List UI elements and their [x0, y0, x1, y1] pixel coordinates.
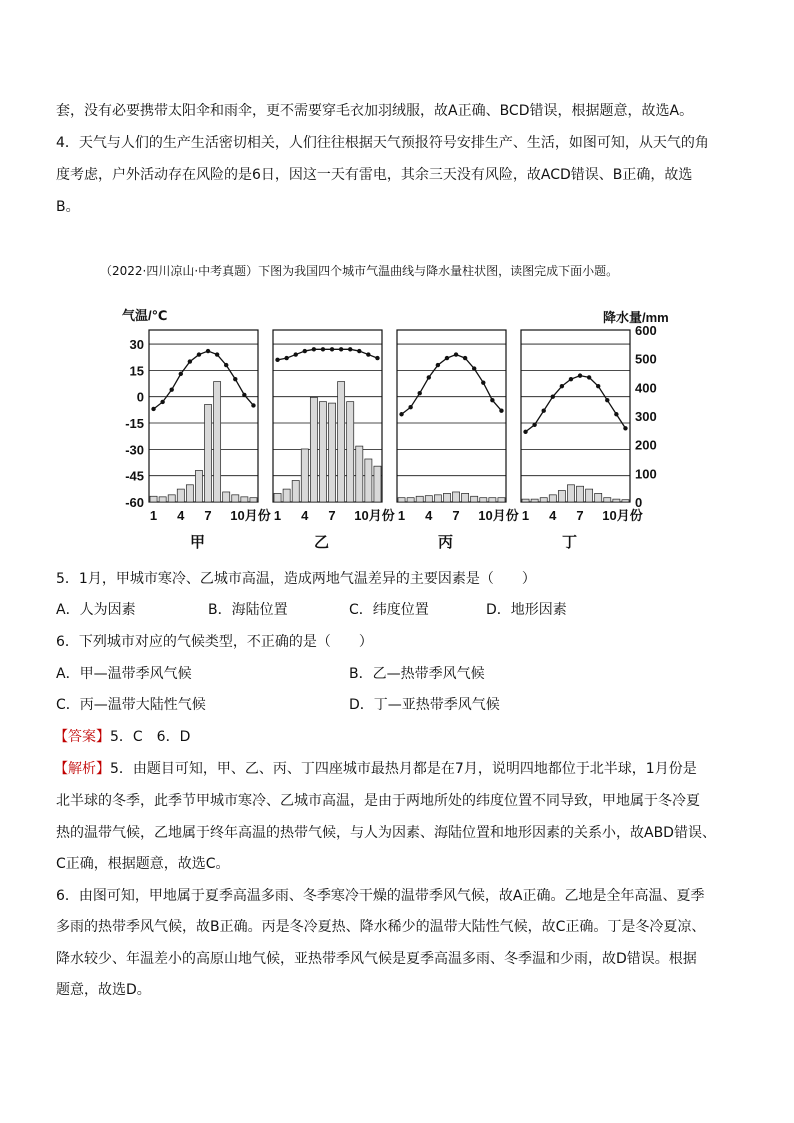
- precip-tick-label: 500: [635, 351, 657, 367]
- temp-point: [445, 356, 449, 360]
- question-intro: （2022·四川凉山·中考真题）下图为我国四个城市气温曲线与降水量柱状图，读图完成下面小题。: [100, 264, 619, 278]
- temp-point: [427, 375, 431, 379]
- temp-point: [151, 407, 155, 411]
- month-tick-label: 1: [273, 508, 282, 523]
- precip-bar: [159, 497, 166, 502]
- temp-point: [284, 356, 288, 360]
- precip-bar: [168, 495, 175, 502]
- temp-point: [339, 347, 343, 351]
- right-axis-label: 降水量/mm: [603, 310, 669, 325]
- precip-bar: [558, 491, 565, 502]
- precip-bar: [416, 496, 423, 502]
- precip-bar: [365, 459, 372, 502]
- precip-bar: [292, 481, 299, 503]
- temp-point: [303, 349, 307, 353]
- precip-bar: [232, 495, 239, 502]
- answer-text: 5．C 6．D: [110, 729, 191, 745]
- temp-point: [251, 403, 255, 407]
- q5-option-b: B．海陆位置: [208, 602, 288, 618]
- analysis-line-2: 北半球的冬季，此季节甲城市寒冷、乙城市高温，是由于两地所处的纬度位置不同导致，甲地属于冬冷夏: [56, 793, 700, 809]
- precip-bar: [453, 492, 460, 502]
- precip-bar: [310, 397, 317, 502]
- analysis-line-6: 多雨的热带季风气候，故B正确。丙是冬冷夏热、降水稀少的温带大陆性气候，故C正确。丁是冬冷夏凉、: [56, 919, 706, 935]
- temp-point: [463, 356, 467, 360]
- city-name-label: 乙: [313, 534, 330, 551]
- month-tick-label: 10月份: [354, 508, 395, 523]
- temp-point: [542, 409, 546, 413]
- city-name-label: 丁: [561, 534, 578, 551]
- analysis-line-4: C正确，根据题意，故选C。: [56, 856, 230, 872]
- temp-point: [375, 356, 379, 360]
- q5-option-c: C．纬度位置: [349, 602, 429, 618]
- temp-point: [321, 347, 325, 351]
- precip-bar: [274, 493, 281, 502]
- q3-tail-line: 套，没有必要携带太阳伞和雨伞，更不需要穿毛衣加羽绒服，故A正确、BCD错误，根据题意，故选A。: [56, 103, 694, 119]
- temp-point: [569, 377, 573, 381]
- precip-bar: [195, 470, 202, 502]
- temp-point: [481, 380, 485, 384]
- precip-tick-label: 300: [635, 409, 657, 424]
- precip-bar: [425, 496, 432, 502]
- precip-bar: [443, 493, 450, 502]
- temp-point: [294, 352, 298, 356]
- temp-point: [215, 352, 219, 356]
- month-tick-label: 4: [301, 508, 309, 523]
- precip-bar: [489, 498, 496, 502]
- temp-point: [418, 391, 422, 395]
- q5-option-d: D．地形因素: [486, 602, 567, 618]
- answer-label: 【答案】: [54, 729, 110, 745]
- precip-bar: [205, 405, 212, 502]
- temp-point: [242, 393, 246, 397]
- temp-point: [366, 352, 370, 356]
- temp-point: [623, 426, 627, 430]
- city-name-label: 丙: [437, 534, 454, 551]
- precip-bar: [540, 498, 547, 502]
- precip-bar: [319, 402, 326, 502]
- precip-bar: [374, 466, 381, 502]
- q5-option-a: A．人为因素: [56, 602, 136, 618]
- temp-point: [614, 412, 618, 416]
- precip-bar: [549, 495, 556, 502]
- precip-bar: [595, 493, 602, 502]
- precip-bar: [356, 446, 363, 502]
- temp-tick-label: 0: [136, 389, 144, 405]
- month-tick-label: 7: [328, 508, 336, 523]
- precip-bar: [604, 498, 611, 502]
- precip-tick-label: 200: [635, 437, 657, 453]
- precip-bar: [150, 496, 157, 502]
- temp-point: [578, 373, 582, 377]
- temp-point: [560, 384, 564, 388]
- panel-frame: [149, 330, 258, 502]
- precip-bar: [462, 493, 469, 502]
- q4-line-3: B。: [56, 199, 80, 215]
- month-tick-label: 7: [204, 508, 212, 523]
- precip-tick-label: 400: [635, 380, 657, 396]
- precip-bar: [241, 497, 248, 502]
- precip-bar: [329, 403, 336, 502]
- temp-point: [551, 394, 555, 398]
- month-tick-label: 1: [521, 508, 530, 523]
- temp-point: [188, 359, 192, 363]
- q6-stem: 6．下列城市对应的气候类型，不正确的是（ ）: [56, 634, 373, 650]
- precip-bar: [301, 449, 308, 502]
- analysis-label: 【解析】: [54, 761, 110, 777]
- analysis-line-7: 降水较少、年温差小的高原山地气候，亚热带季风气候是夏季高温多雨、冬季温和少雨，故D错误。根据: [56, 951, 697, 967]
- temp-point: [532, 423, 536, 427]
- month-tick-label: 10月份: [230, 508, 271, 523]
- answer-line: [54, 727, 190, 747]
- left-axis-label: 气温/℃: [122, 308, 168, 323]
- month-tick-label: 4: [425, 508, 433, 523]
- q4-line-1: 4．天气与人们的生产生活密切相关，人们往往根据天气预报符号安排生产、生活，如图可知，从天气的角: [56, 135, 709, 151]
- temp-point: [160, 400, 164, 404]
- precip-bar: [214, 382, 221, 502]
- temp-point: [490, 398, 494, 402]
- temp-point: [399, 412, 403, 416]
- q6-option-a: A．甲—温带季风气候: [56, 666, 192, 682]
- precip-bar: [177, 489, 184, 502]
- temp-point: [499, 409, 503, 413]
- temp-tick-label: 15: [129, 363, 144, 379]
- precip-bar: [498, 498, 505, 502]
- precip-bar: [522, 499, 529, 502]
- temp-point: [170, 387, 174, 391]
- temp-point: [605, 398, 609, 402]
- precip-bar: [622, 500, 629, 502]
- precip-bar: [471, 496, 478, 502]
- month-tick-label: 10月份: [478, 508, 519, 523]
- climate-chart: [100, 300, 690, 560]
- panel-frame: [521, 330, 630, 502]
- temp-tick-label: -30: [125, 442, 144, 458]
- precip-bar: [347, 402, 354, 502]
- temp-point: [357, 349, 361, 353]
- temp-point: [197, 352, 201, 356]
- temp-point: [206, 349, 210, 353]
- precip-tick-label: 0: [635, 495, 643, 510]
- month-tick-label: 7: [576, 508, 584, 523]
- q4-line-2: 度考虑，户外活动存在风险的是6日，因这一天有雷电，其余三天没有风险，故ACD错误、B正确，故选: [56, 167, 693, 183]
- month-tick-label: 4: [549, 508, 557, 523]
- analysis-line-8: 题意，故选D。: [56, 982, 151, 998]
- month-tick-label: 1: [149, 508, 158, 523]
- temp-point: [330, 347, 334, 351]
- temp-tick-label: -60: [125, 495, 144, 510]
- precip-bar: [283, 489, 290, 502]
- temp-point: [408, 405, 412, 409]
- q6-option-c: C．丙—温带大陆性气候: [56, 697, 206, 713]
- temp-point: [312, 347, 316, 351]
- precip-bar: [407, 498, 414, 502]
- analysis-text-1: 5．由题目可知，甲、乙、丙、丁四座城市最热月都是在7月，说明四地都位于北半球，1月份是: [110, 761, 697, 777]
- month-tick-label: 4: [177, 508, 185, 523]
- precip-tick-label: 100: [635, 466, 657, 482]
- analysis-line-1: [54, 759, 697, 779]
- temp-tick-label: -45: [125, 468, 144, 484]
- temp-point: [523, 430, 527, 434]
- precip-bar: [531, 499, 538, 502]
- temp-point: [224, 363, 228, 367]
- temp-point: [233, 377, 237, 381]
- temp-point: [348, 347, 352, 351]
- q6-option-d: D．丁—亚热带季风气候: [349, 697, 500, 713]
- precip-bar: [567, 485, 574, 502]
- q6-option-b: B．乙—热带季风气候: [349, 666, 485, 682]
- temp-tick-label: 30: [129, 337, 144, 353]
- month-tick-label: 10月份: [602, 508, 643, 523]
- precip-bar: [398, 498, 405, 502]
- analysis-line-3: 热的温带气候，乙地属于终年高温的热带气候，与人为因素、海陆位置和地形因素的关系小，故ABD错误、: [56, 825, 716, 841]
- temp-point: [587, 375, 591, 379]
- precip-bar: [586, 489, 593, 502]
- precip-bar: [577, 486, 584, 502]
- precip-bar: [186, 485, 193, 502]
- temp-point: [275, 358, 279, 362]
- precip-bar: [613, 499, 620, 502]
- temp-point: [179, 372, 183, 376]
- analysis-line-5: 6．由图可知，甲地属于夏季高温多雨、冬季寒冷干燥的温带季风气候，故A正确。乙地是全年高温、夏季: [56, 888, 705, 904]
- precip-bar: [223, 492, 230, 502]
- month-tick-label: 7: [452, 508, 460, 523]
- temp-point: [454, 352, 458, 356]
- q5-stem: 5．1月，甲城市寒冷、乙城市高温，造成两地气温差异的主要因素是（ ）: [56, 571, 536, 587]
- temp-point: [596, 384, 600, 388]
- precip-bar: [480, 498, 487, 502]
- month-tick-label: 1: [397, 508, 406, 523]
- temp-point: [436, 363, 440, 367]
- precip-tick-label: 600: [635, 323, 657, 338]
- city-name-label: 甲: [189, 534, 206, 551]
- precip-bar: [338, 382, 345, 502]
- precip-bar: [250, 498, 257, 502]
- temp-point: [472, 366, 476, 370]
- precip-bar: [434, 495, 441, 502]
- temp-tick-label: -15: [125, 416, 144, 432]
